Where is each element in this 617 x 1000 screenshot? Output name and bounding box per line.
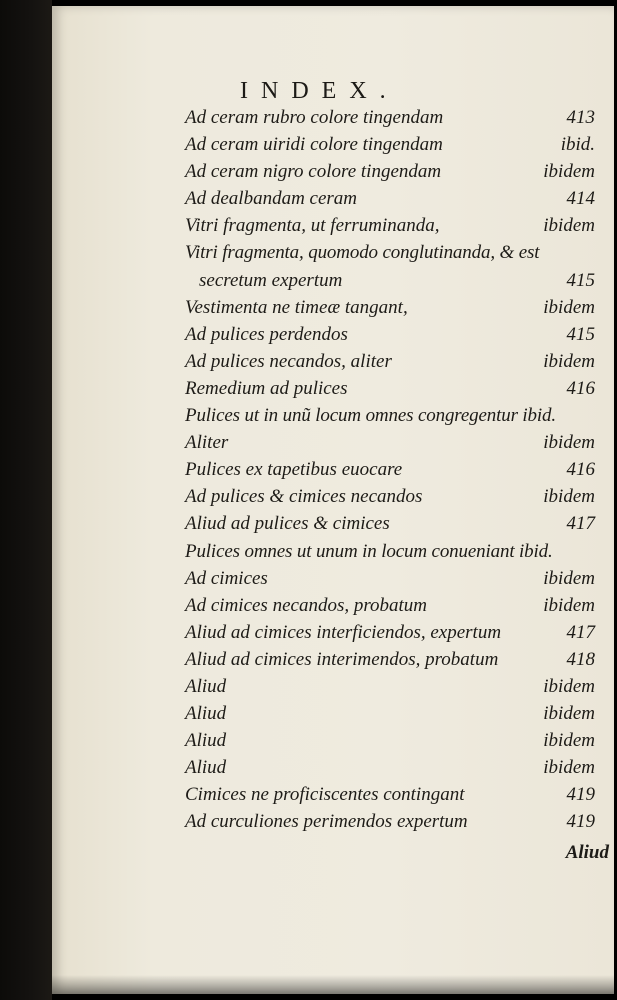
index-entry: [185, 565, 615, 592]
entry-page: 416: [566, 377, 595, 399]
entry-text: Ad cimices: [185, 567, 268, 589]
entry-text: Ad curculiones perimendos expertum: [185, 811, 468, 833]
index-list: [185, 104, 615, 836]
entry-text: Pulices omnes ut unum in locum conueniant ibid.: [185, 540, 553, 562]
index-entry: [185, 754, 615, 781]
index-entry: [185, 619, 615, 646]
index-entry: [185, 375, 615, 402]
entry-text: Remedium ad pulices: [185, 377, 348, 399]
entry-text: Aliud: [185, 757, 227, 779]
entry-text: Vitri fragmenta, ut ferruminanda,: [185, 215, 440, 237]
entry-page: ibidem: [543, 161, 595, 183]
index-entry: [185, 510, 615, 537]
entry-page: 418: [566, 648, 595, 670]
entry-page: ibid.: [560, 134, 595, 156]
entry-page: ibidem: [543, 594, 595, 616]
entry-text: Ad ceram uiridi colore tingendam: [185, 134, 443, 156]
entry-text: Aliud: [185, 703, 227, 725]
index-entry: [185, 321, 615, 348]
entry-page: 417: [566, 621, 595, 643]
entry-text: Ad pulices perdendos: [185, 323, 348, 345]
entry-page: ibidem: [543, 730, 595, 752]
index-entry: [185, 808, 615, 835]
index-entry: [185, 348, 615, 375]
entry-text: Ad ceram rubro colore tingendam: [185, 107, 444, 128]
index-entry: [185, 402, 615, 429]
index-entry: [185, 727, 615, 754]
index-entry: [185, 239, 615, 266]
entry-page: ibidem: [543, 215, 595, 237]
index-entry: [185, 700, 615, 727]
entry-text: Aliud: [185, 675, 227, 697]
entry-page: 415: [566, 269, 595, 291]
entry-text: Pulices ex tapetibus euocare: [185, 459, 403, 481]
entry-text: Vestimenta ne timeæ tangant,: [185, 296, 408, 318]
index-entry: [185, 781, 615, 808]
entry-page: 416: [566, 459, 595, 481]
catchword: Aliud: [565, 842, 609, 863]
entry-text: Aliud ad cimices interimendos, probatum: [185, 648, 499, 670]
entry-text: Ad cimices necandos, probatum: [185, 594, 428, 616]
page-title: INDEX.: [240, 78, 399, 104]
entry-text: Ad ceram nigro colore tingendam: [185, 161, 442, 183]
entry-page: ibidem: [543, 703, 595, 725]
entry-text: Ad dealbandam ceram: [185, 188, 358, 210]
entry-page: ibidem: [543, 432, 595, 454]
entry-text: secretum expertum: [199, 269, 343, 291]
page-bottom-shadow: [52, 975, 614, 997]
index-entry: [185, 538, 615, 565]
entry-page: 414: [566, 188, 595, 210]
index-entry-continuation: [185, 267, 615, 294]
entry-page: 415: [566, 323, 595, 345]
index-entry: [185, 456, 615, 483]
index-entry: [185, 592, 615, 619]
index-entry: [185, 158, 615, 185]
binding-edge: [0, 0, 52, 1000]
entry-page: 417: [566, 513, 595, 535]
entry-text: Aliud ad pulices & cimices: [185, 513, 390, 535]
index-entry: [185, 104, 615, 131]
index-entry: [185, 429, 615, 456]
entry-text: Vitri fragmenta, quomodo conglutinanda, & est: [185, 242, 540, 264]
entry-text: Cimices ne proficiscentes contingant: [185, 784, 465, 806]
index-entry: [185, 483, 615, 510]
index-entry: [185, 646, 615, 673]
index-entry: [185, 131, 615, 158]
entry-text: Aliter: [185, 432, 229, 454]
entry-page: ibidem: [543, 296, 595, 318]
entry-page: ibidem: [543, 675, 595, 697]
entry-page: 419: [566, 784, 595, 806]
entry-page: 419: [566, 811, 595, 833]
index-entry: [185, 673, 615, 700]
entry-text: Ad pulices necandos, aliter: [185, 350, 392, 372]
entry-text: Aliud: [185, 730, 227, 752]
index-entry: [185, 185, 615, 212]
entry-text: Pulices ut in unũ locum omnes congregentur ibid.: [185, 405, 556, 427]
index-entry: [185, 294, 615, 321]
entry-text: Ad pulices & cimices necandos: [185, 486, 423, 508]
index-entry: [185, 212, 615, 239]
entry-page: ibidem: [543, 567, 595, 589]
entry-page: ibidem: [543, 350, 595, 372]
entry-page: 413: [566, 107, 595, 128]
entry-page: ibidem: [543, 757, 595, 779]
entry-page: ibidem: [543, 486, 595, 508]
entry-text: Aliud ad cimices interficiendos, expertum: [185, 621, 502, 643]
